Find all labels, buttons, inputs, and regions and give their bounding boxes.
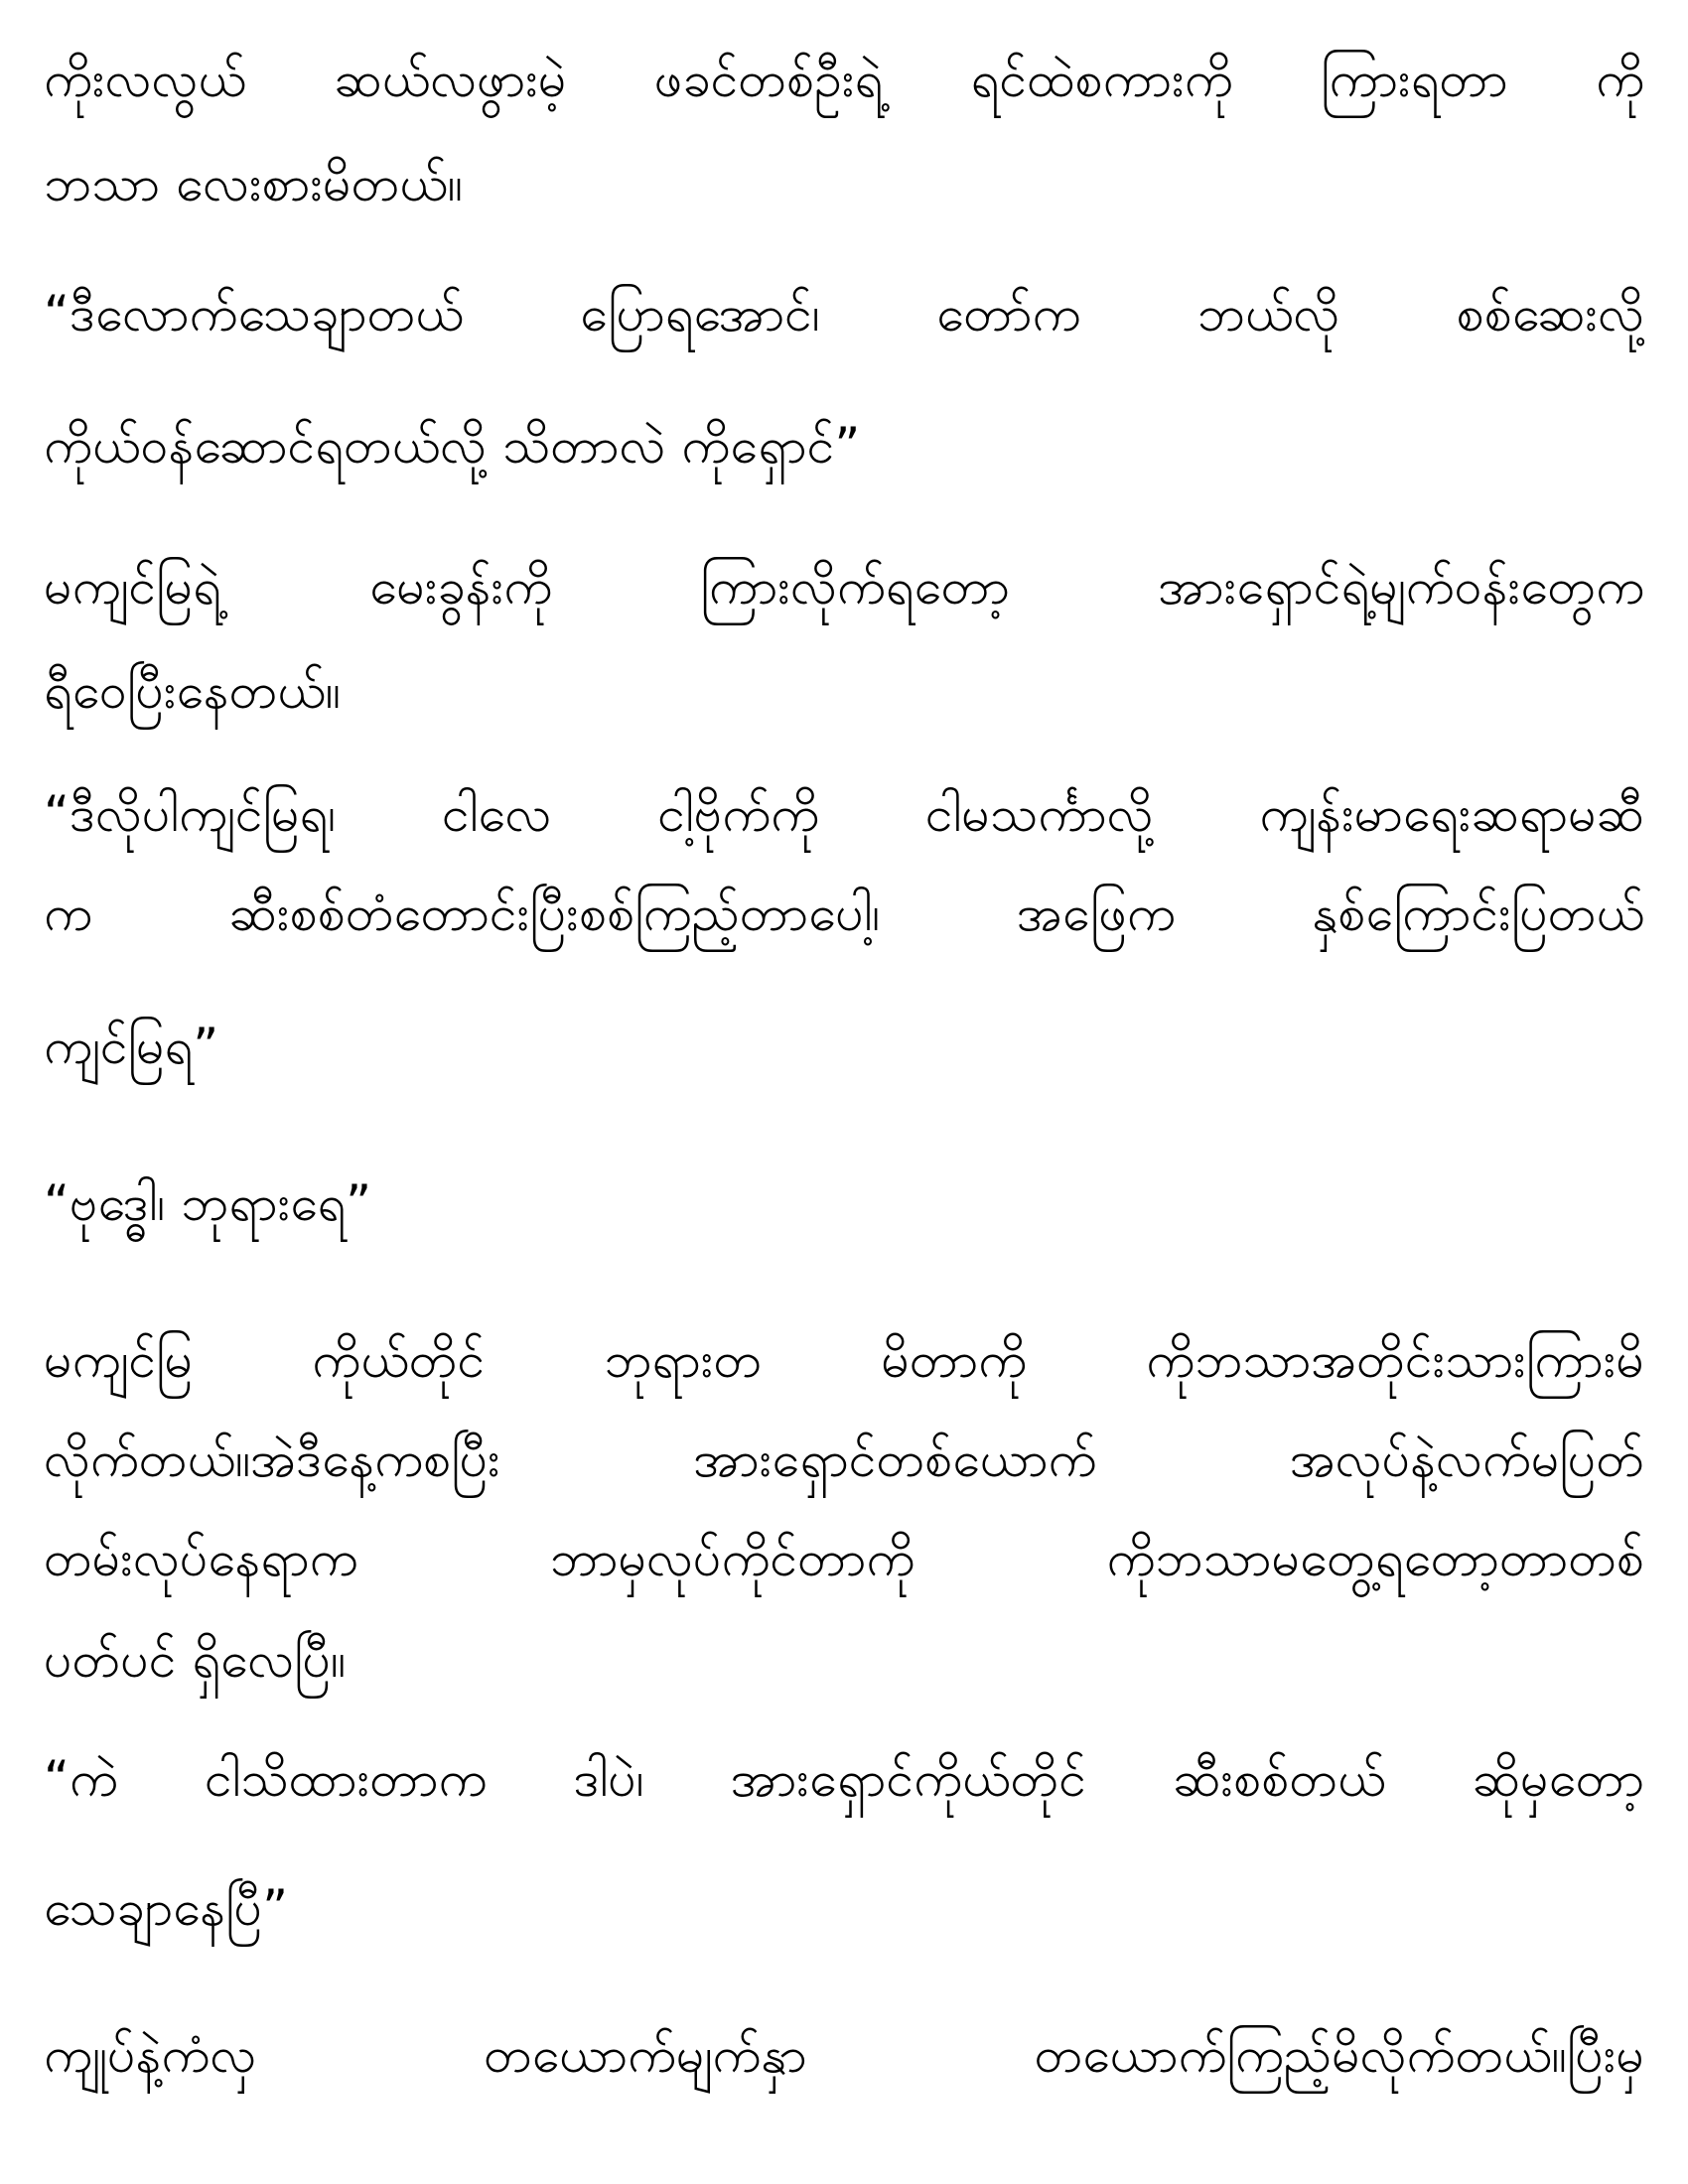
text-line: တမ်းလုပ်နေရာက ဘာမှလုပ်ကိုင်တာကို ကိုဘသာမတွေ့ရတော့တာတစ် [44, 1530, 1644, 1587]
text-line: “ဗုဒ္ဓေါ၊ ဘုရားရေ” [44, 1174, 372, 1232]
text-line: ကိုးလလွယ် ဆယ်လဖွားမဲ့ ဖခင်တစ်ဦးရဲ့ ရင်ထဲစကားကို ကြားရတာ ကို [44, 51, 1644, 108]
text-line: ပတ်ပင် ရှိလေပြီ။ [44, 1631, 347, 1689]
text-line: မကျင်မြရဲ့ မေးခွန်းကို ကြားလိုက်ရတော့ အားရှောင်ရဲ့မျက်ဝန်းတွေက [44, 558, 1644, 615]
text-line: “ဒီလောက်သေချာတယ် ပြောရအောင်၊ တော်က ဘယ်လို စစ်ဆေးလို့ [44, 285, 1644, 342]
text-line: က ဆီးစစ်တံတောင်းပြီးစစ်ကြည့်တာပေါ့၊ အဖြေက နှစ်ကြောင်းပြတယ် [44, 885, 1644, 942]
text-line: ကျင်မြရ” [44, 1018, 219, 1075]
text-line: လိုက်တယ်။အဲဒီနေ့ကစပြီး အားရှောင်တစ်ယောက် အလုပ်နဲ့လက်မပြတ် [44, 1431, 1644, 1488]
text-line: “ဒီလိုပါကျင်မြရ၊ ငါလေ ငါ့ဗိုက်ကို ငါမသင်္ကာလို့ ကျန်းမာရေးဆရာမဆီ [44, 785, 1644, 843]
text-line: မကျင်မြ ကိုယ်တိုင် ဘုရားတ မိတာကို ကိုဘသာအတိုင်းသားကြားမိ [44, 1331, 1644, 1389]
text-line: ကျုပ်နဲ့ကံလှ တယောက်မျက်နှာ တယောက်ကြည့်မိလိုက်တယ်။ပြီးမှ [44, 2026, 1644, 2084]
text-line: ရီဝေပြီးနေတယ်။ [44, 662, 341, 720]
text-line: ဘသာ လေးစားမိတယ်။ [44, 155, 463, 212]
text-line: သေချာနေပြီ” [44, 1879, 288, 1937]
text-line: ကိုယ်ဝန်ဆောင်ရတယ်လို့ သိတာလဲ ကိုရှောင်” [44, 417, 861, 475]
text-line: “ကဲ ငါသိထားတာက ဒါပဲ၊ အားရှောင်ကိုယ်တိုင် ဆီးစစ်တယ် ဆိုမှတော့ [44, 1750, 1644, 1808]
